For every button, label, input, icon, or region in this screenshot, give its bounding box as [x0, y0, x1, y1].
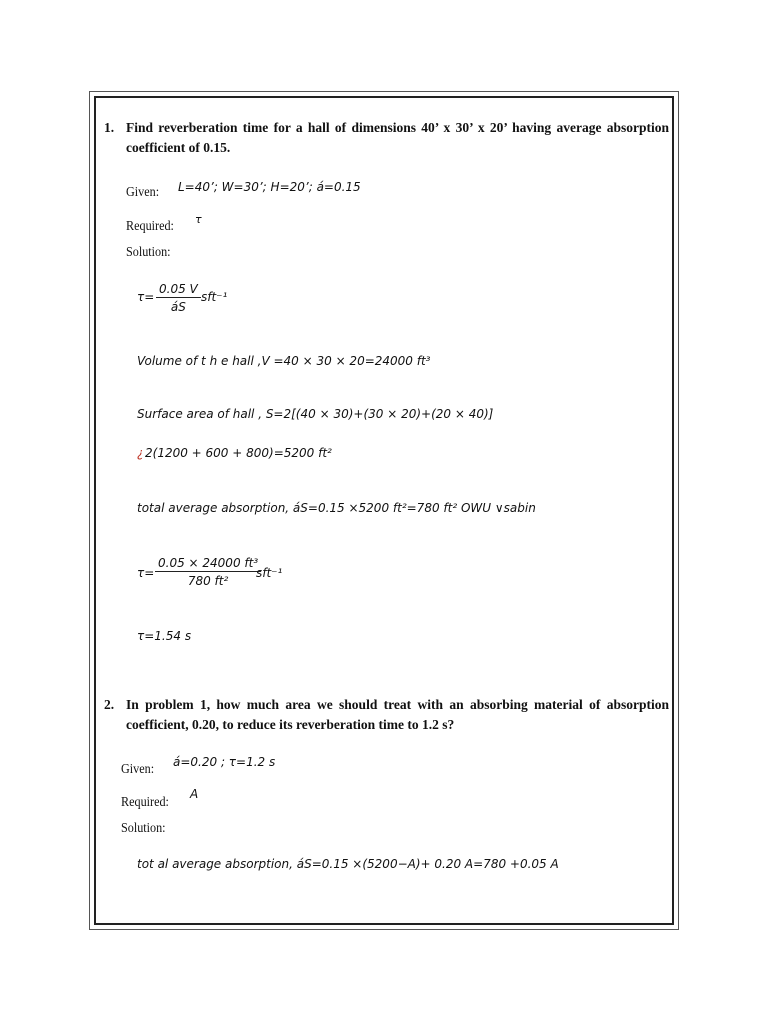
formula-fraction	[156, 282, 201, 314]
problem-2-number: 2.	[104, 697, 115, 712]
given-label-2: Given:	[121, 761, 155, 776]
calc-denominator: 780 ft²	[187, 574, 229, 588]
result-equation: τ=1.54 s	[137, 629, 192, 643]
formula-lhs: τ=	[137, 290, 155, 304]
required-symbol-2: A	[190, 787, 199, 801]
solution-label: Solution:	[126, 244, 171, 259]
volume-equation: Volume of t h e hall ,V =40 × 30 × 20=24000 ft³	[137, 354, 431, 368]
calc-lhs: τ=	[137, 566, 155, 580]
calc-numerator: 0.05 × 24000 ft³	[155, 556, 261, 572]
surface-area-result: 2(1200 + 600 + 800)=5200 ft²	[145, 446, 332, 460]
calc-fraction	[155, 556, 261, 588]
given-values: L=40’; W=30’; H=20’; á=0.15	[178, 180, 361, 194]
required-label-2: Required:	[121, 794, 169, 809]
absorption-equation: total average absorption, áS=0.15 ×5200 ft²=780 ft² OWU ∨sabin	[137, 501, 536, 515]
formula-numerator: 0.05 V	[156, 282, 201, 298]
required-symbol: τ	[195, 213, 202, 226]
surface-area-equation: Surface area of hall , S=2[(40 × 30)+(30 × 20)+(20 × 40)]	[137, 407, 494, 421]
given-label: Given:	[126, 184, 160, 199]
absorption-equation-2: tot al average absorption, áS=0.15 ×(5200−A)+ 0.20 A=780 +0.05 A	[137, 857, 559, 871]
formula-unit: sft⁻¹	[201, 290, 228, 304]
required-label: Required:	[126, 218, 174, 233]
problem-1-number: 1.	[104, 120, 115, 135]
equation-mark: ¿	[137, 446, 144, 460]
problem-1-question: Find reverberation time for a hall of dimensions 40’ x 30’ x 20’ having average absorption coefficient of 0.15.	[126, 120, 669, 155]
given-values-2: á=0.20 ; τ=1.2 s	[173, 755, 276, 769]
formula-denominator: áS	[170, 300, 186, 314]
calc-unit: sft⁻¹	[256, 566, 283, 580]
solution-label-2: Solution:	[121, 820, 166, 835]
problem-2-question: In problem 1, how much area we should treat with an absorbing material of absorption coefficient, 0.20, to reduce its reverberation time to 1.2 s?	[126, 697, 669, 732]
